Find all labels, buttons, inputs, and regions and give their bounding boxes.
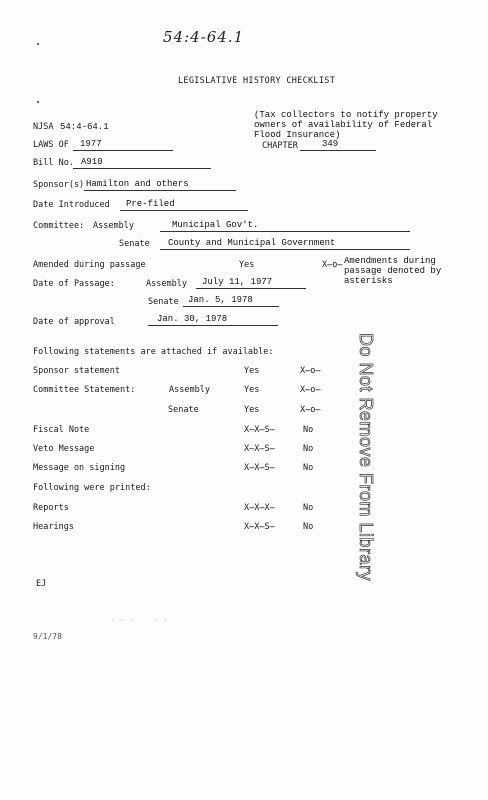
footer-date: 9/1/78	[33, 632, 62, 641]
amended-note-line-2: passage denoted by	[344, 266, 442, 276]
committee-label: Committee:	[33, 221, 85, 231]
laws-of-value: 1977	[80, 139, 102, 149]
faint-mark: · · · · ·	[110, 616, 168, 625]
statement-label: Sponsor statement	[33, 366, 120, 376]
printed-label: Reports	[33, 503, 69, 513]
amended-no: X̶o̶	[322, 260, 343, 270]
statement-yes: Yes	[244, 385, 260, 395]
statement-no: X̶o̶	[300, 366, 321, 376]
statement-yes: X̶X̶S̶	[244, 463, 275, 473]
date-introduced-value: Pre-filed	[126, 199, 175, 209]
passage-assembly-underline	[196, 288, 306, 289]
approval-label: Date of approval	[33, 317, 115, 327]
statement-yes: Yes	[244, 405, 260, 415]
njsa-value: 54:4-64.1	[60, 122, 109, 132]
statement-label: Committee Statement:	[33, 385, 136, 395]
chapter-value: 349	[322, 139, 339, 149]
punch-mark	[37, 43, 39, 45]
chapter-label: CHAPTER	[262, 141, 298, 151]
committee-assembly-underline	[160, 231, 410, 232]
laws-of-label: LAWS OF	[33, 140, 69, 150]
amended-note-line-1: Amendments during	[344, 256, 436, 266]
approval-value: Jan. 30, 1978	[157, 314, 228, 324]
chapter-underline	[300, 150, 376, 151]
punch-mark	[37, 101, 39, 103]
passage-senate-label: Senate	[148, 297, 179, 307]
library-stamp-text: Do Not Remove From Library	[356, 333, 376, 582]
printed-heading: Following were printed:	[33, 483, 151, 493]
printed-label: Hearings	[33, 522, 74, 532]
statement-no: No	[303, 463, 314, 473]
bill-value: A910	[81, 157, 103, 167]
statement-label: Message on signing	[33, 463, 126, 473]
printed-yes: X̶X̶S̶	[244, 522, 275, 532]
amended-note-line-3: asterisks	[344, 276, 393, 286]
document-title: LEGISLATIVE HISTORY CHECKLIST	[178, 76, 336, 86]
statement-no: X̶o̶	[300, 385, 321, 395]
printed-yes: X̶X̶X̶	[244, 503, 275, 513]
statement-yes: X̶X̶S̶	[244, 425, 275, 435]
amended-yes: Yes	[239, 260, 255, 270]
statement-sublabel: Assembly	[169, 385, 210, 395]
description-line-2: owners of availability of Federal	[254, 120, 433, 130]
amended-label: Amended during passage	[33, 260, 146, 270]
committee-senate-underline	[160, 249, 410, 250]
passage-label: Date of Passage:	[33, 279, 115, 289]
statement-no: No	[303, 444, 314, 454]
committee-senate-label: Senate	[119, 239, 150, 249]
passage-assembly-value: July 11, 1977	[202, 277, 273, 287]
description-line-1: (Tax collectors to notify property	[254, 110, 438, 120]
statements-heading: Following statements are attached if available:	[33, 347, 274, 357]
statement-no: X̶o̶	[300, 405, 321, 415]
sponsors-label: Sponsor(s)	[33, 180, 85, 190]
statement-label: Fiscal Note	[33, 425, 90, 435]
passage-assembly-label: Assembly	[146, 279, 187, 289]
passage-senate-underline	[183, 306, 279, 307]
printed-no: No	[303, 503, 314, 513]
passage-senate-value: Jan. 5, 1978	[188, 295, 253, 305]
committee-assembly-value: Municipal Gov't.	[172, 220, 259, 230]
njsa-label: NJSA	[33, 122, 54, 132]
approval-underline	[148, 325, 278, 326]
printed-no: No	[303, 522, 314, 532]
date-introduced-label: Date Introduced	[33, 200, 110, 210]
statement-label: Veto Message	[33, 444, 95, 454]
laws-of-underline	[73, 150, 173, 151]
sponsors-value: Hamilton and others	[86, 179, 189, 189]
initials: EJ	[36, 579, 47, 589]
description-line-3: Flood Insurance)	[254, 130, 341, 140]
committee-senate-value: County and Municipal Government	[168, 238, 336, 248]
statement-no: No	[303, 425, 314, 435]
statement-yes: Yes	[244, 366, 260, 376]
bill-label: Bill No.	[33, 158, 74, 168]
handwritten-reference: 54:4-64.1	[163, 28, 245, 46]
bill-underline	[73, 168, 211, 169]
date-introduced-underline	[120, 210, 248, 211]
library-stamp	[356, 333, 396, 582]
statement-sublabel: Senate	[168, 405, 199, 415]
committee-assembly-label: Assembly	[93, 221, 134, 231]
sponsors-underline	[84, 190, 236, 191]
statement-yes: X̶X̶S̶	[244, 444, 275, 454]
